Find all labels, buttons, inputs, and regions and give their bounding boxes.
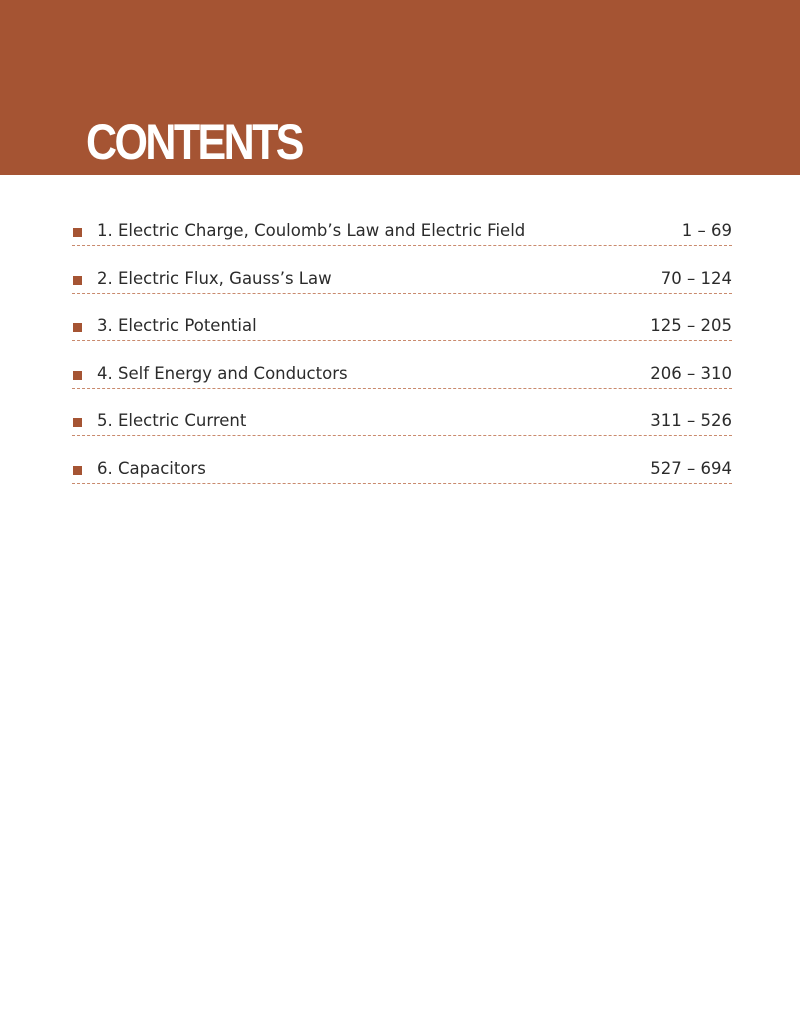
toc-row: [72, 215, 732, 246]
toc-entry-1[interactable]: [72, 215, 732, 263]
square-bullet-icon: [73, 466, 82, 475]
chapter-title: 6. Capacitors: [97, 458, 206, 478]
chapter-title: 1. Electric Charge, Coulomb’s Law and Electric Field: [97, 221, 526, 240]
page-range: 1 – 69: [681, 221, 732, 240]
chapter-title: 3. Electric Potential: [97, 316, 257, 335]
toc-row: [72, 405, 732, 436]
square-bullet-icon: [73, 228, 82, 237]
page-range: 125 – 205: [650, 316, 732, 335]
page-range: 527 – 694: [650, 458, 732, 478]
square-bullet-icon: [73, 418, 82, 427]
toc-entry-5[interactable]: [72, 405, 732, 453]
toc-row: [72, 310, 732, 341]
header-band: [0, 0, 800, 175]
toc-row: [72, 263, 732, 294]
chapter-title: 5. Electric Current: [97, 411, 247, 430]
toc-entry-4[interactable]: [72, 358, 732, 406]
toc-entry-6[interactable]: [72, 453, 732, 501]
page-range: 311 – 526: [650, 411, 732, 430]
chapter-title: 2. Electric Flux, Gauss’s Law: [97, 268, 332, 288]
toc-entry-2[interactable]: [72, 263, 732, 311]
square-bullet-icon: [73, 371, 82, 380]
page-range: 70 – 124: [660, 268, 732, 288]
page-range: 206 – 310: [650, 363, 732, 383]
page-title: CONTENTS: [86, 114, 302, 170]
table-of-contents: [72, 215, 732, 500]
toc-entry-3[interactable]: [72, 310, 732, 358]
square-bullet-icon: [73, 276, 82, 285]
chapter-title: 4. Self Energy and Conductors: [97, 363, 348, 383]
toc-row: [72, 453, 732, 484]
square-bullet-icon: [73, 323, 82, 332]
toc-row: [72, 358, 732, 389]
